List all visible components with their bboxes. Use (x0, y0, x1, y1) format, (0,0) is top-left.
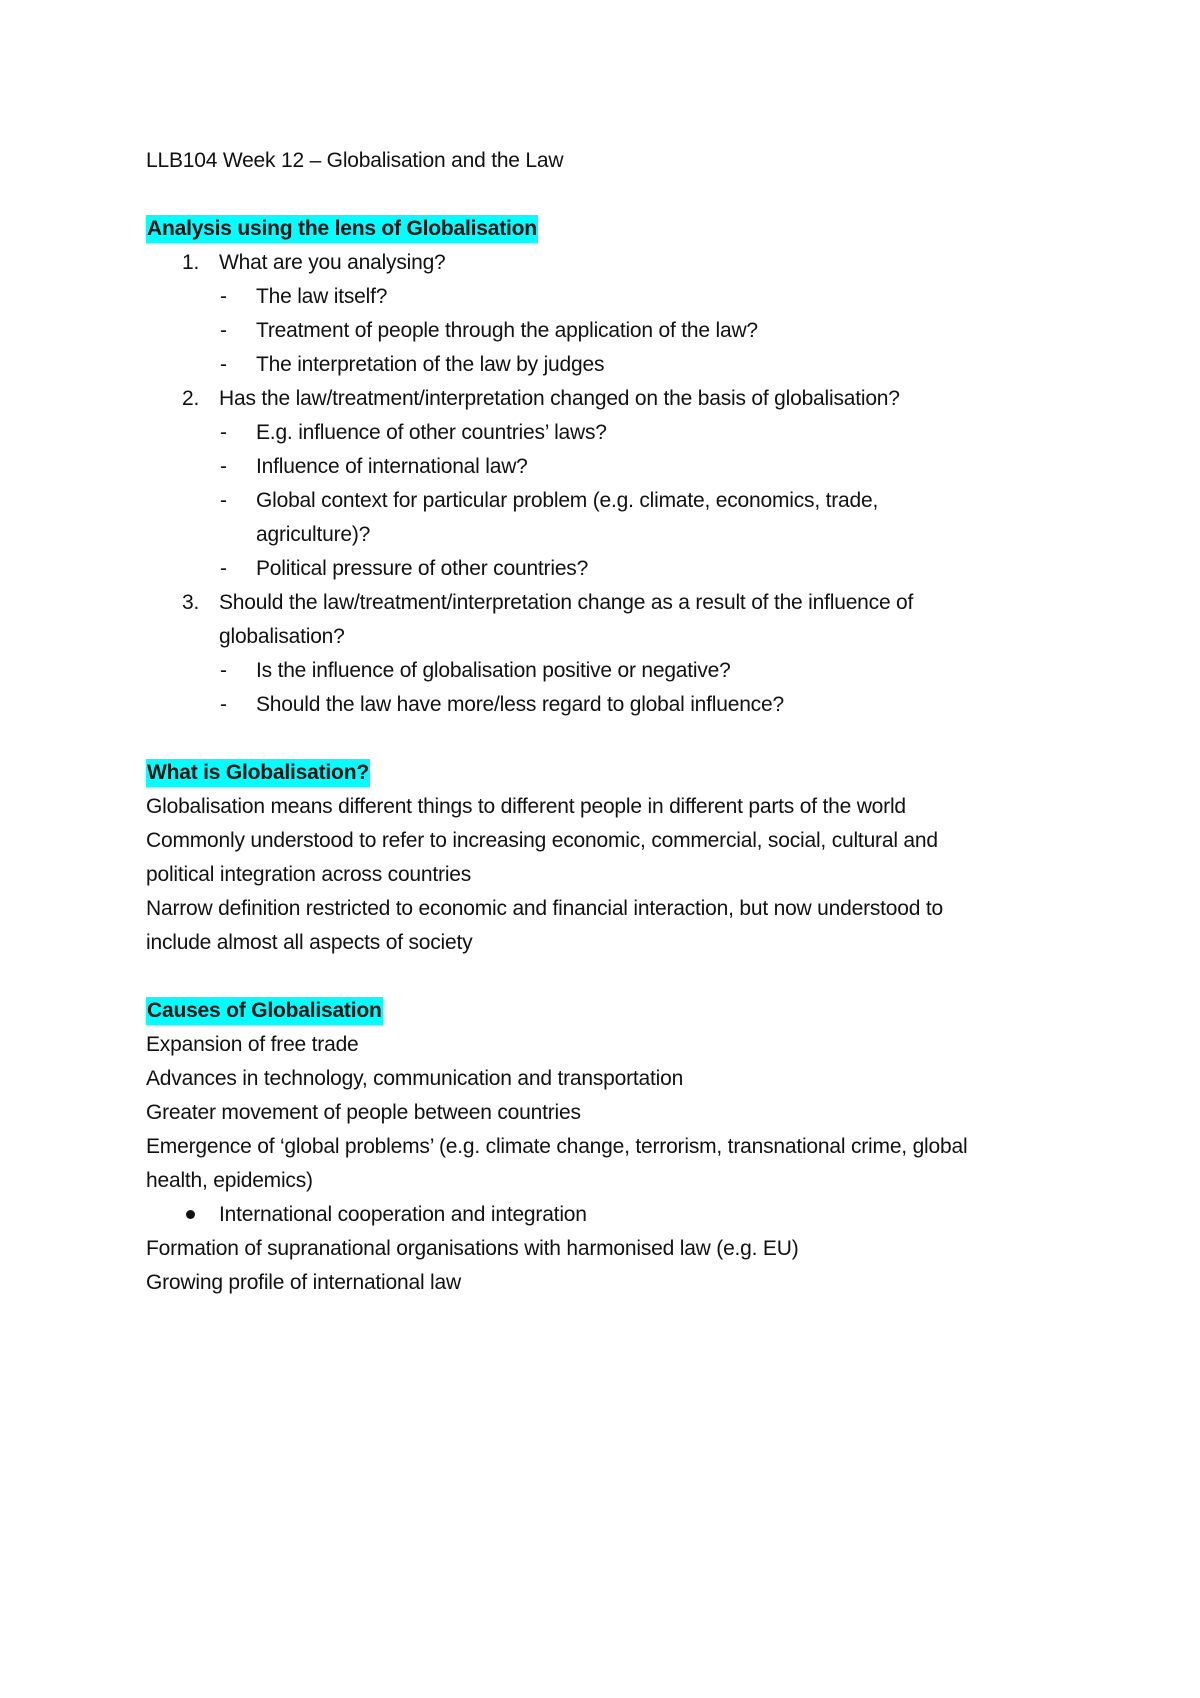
sub-item (146, 484, 1076, 518)
document-body (146, 144, 1076, 1300)
sub-item (146, 552, 1076, 586)
item-text: Has the law/treatment/interpretation changed on the basis of globalisation? (219, 387, 900, 410)
paragraph-line: political integration across countries (146, 863, 472, 886)
paragraph-line: Greater movement of people between countries (146, 1101, 581, 1124)
highlighted-heading-text: Causes of Globalisation (146, 997, 383, 1025)
dash-marker: - (220, 285, 227, 308)
paragraph-line: Growing profile of international law (146, 1271, 461, 1294)
sub-item (146, 688, 1076, 722)
section-heading-causes (146, 994, 1076, 1028)
highlighted-heading-text: Analysis using the lens of Globalisation (146, 215, 538, 243)
paragraph-line: Narrow definition restricted to economic and financial interaction, but now understood to (146, 897, 943, 920)
bullet-text: International cooperation and integration (219, 1203, 587, 1226)
item-number: 1. (182, 251, 200, 274)
paragraph-line: Globalisation means different things to different people in different parts of the world (146, 795, 906, 818)
sub-item-text: E.g. influence of other countries’ laws? (256, 421, 607, 444)
spacer (146, 960, 1076, 994)
spacer (146, 722, 1076, 756)
sub-item (146, 314, 1076, 348)
sub-item (146, 348, 1076, 382)
highlighted-heading-text: What is Globalisation? (146, 759, 370, 787)
bullet-dot-icon (186, 1210, 195, 1219)
spacer (146, 178, 1076, 212)
numbered-item-3 (146, 586, 1076, 620)
paragraph-line: Commonly understood to refer to increasing economic, commercial, social, cultural and (146, 829, 938, 852)
sub-item-text: agriculture)? (256, 523, 371, 546)
bullet-item (146, 1198, 1076, 1232)
sub-item-text: Treatment of people through the application of the law? (256, 319, 758, 342)
numbered-item-2 (146, 382, 1076, 416)
paragraph-line: Emergence of ‘global problems’ (e.g. climate change, terrorism, transnational crime, global (146, 1135, 968, 1158)
item-text: Should the law/treatment/interpretation change as a result of the influence of (219, 591, 914, 614)
paragraph-line: health, epidemics) (146, 1169, 313, 1192)
item-text: globalisation? (219, 625, 345, 648)
item-text: What are you analysing? (219, 251, 446, 274)
sub-item (146, 416, 1076, 450)
paragraph-line: Expansion of free trade (146, 1033, 359, 1056)
section-heading-what (146, 756, 1076, 790)
sub-item (146, 280, 1076, 314)
dash-marker: - (220, 353, 227, 376)
sub-item-text: Influence of international law? (256, 455, 528, 478)
sub-item (146, 654, 1076, 688)
sub-item-text: Is the influence of globalisation positive or negative? (256, 659, 731, 682)
dash-marker: - (220, 693, 227, 716)
dash-marker: - (220, 557, 227, 580)
sub-item-text: The law itself? (256, 285, 388, 308)
sub-item-text: Global context for particular problem (e.g. climate, economics, trade, (256, 489, 879, 512)
dash-marker: - (220, 489, 227, 512)
dash-marker: - (220, 659, 227, 682)
sub-item-continuation (146, 518, 1076, 552)
paragraph-line: Advances in technology, communication and transportation (146, 1067, 684, 1090)
sub-item-text: Political pressure of other countries? (256, 557, 589, 580)
item-number: 2. (182, 387, 200, 410)
sub-item-text: The interpretation of the law by judges (256, 353, 605, 376)
paragraph-line: Formation of supranational organisations with harmonised law (e.g. EU) (146, 1237, 799, 1260)
dash-marker: - (220, 319, 227, 342)
document-title: LLB104 Week 12 – Globalisation and the Law (146, 149, 564, 172)
numbered-item-3-continuation (146, 620, 1076, 654)
dash-marker: - (220, 455, 227, 478)
section-heading-analysis (146, 212, 1076, 246)
sub-item-text: Should the law have more/less regard to global influence? (256, 693, 784, 716)
dash-marker: - (220, 421, 227, 444)
numbered-item-1 (146, 246, 1076, 280)
sub-item (146, 450, 1076, 484)
item-number: 3. (182, 591, 200, 614)
paragraph-line: include almost all aspects of society (146, 931, 473, 954)
